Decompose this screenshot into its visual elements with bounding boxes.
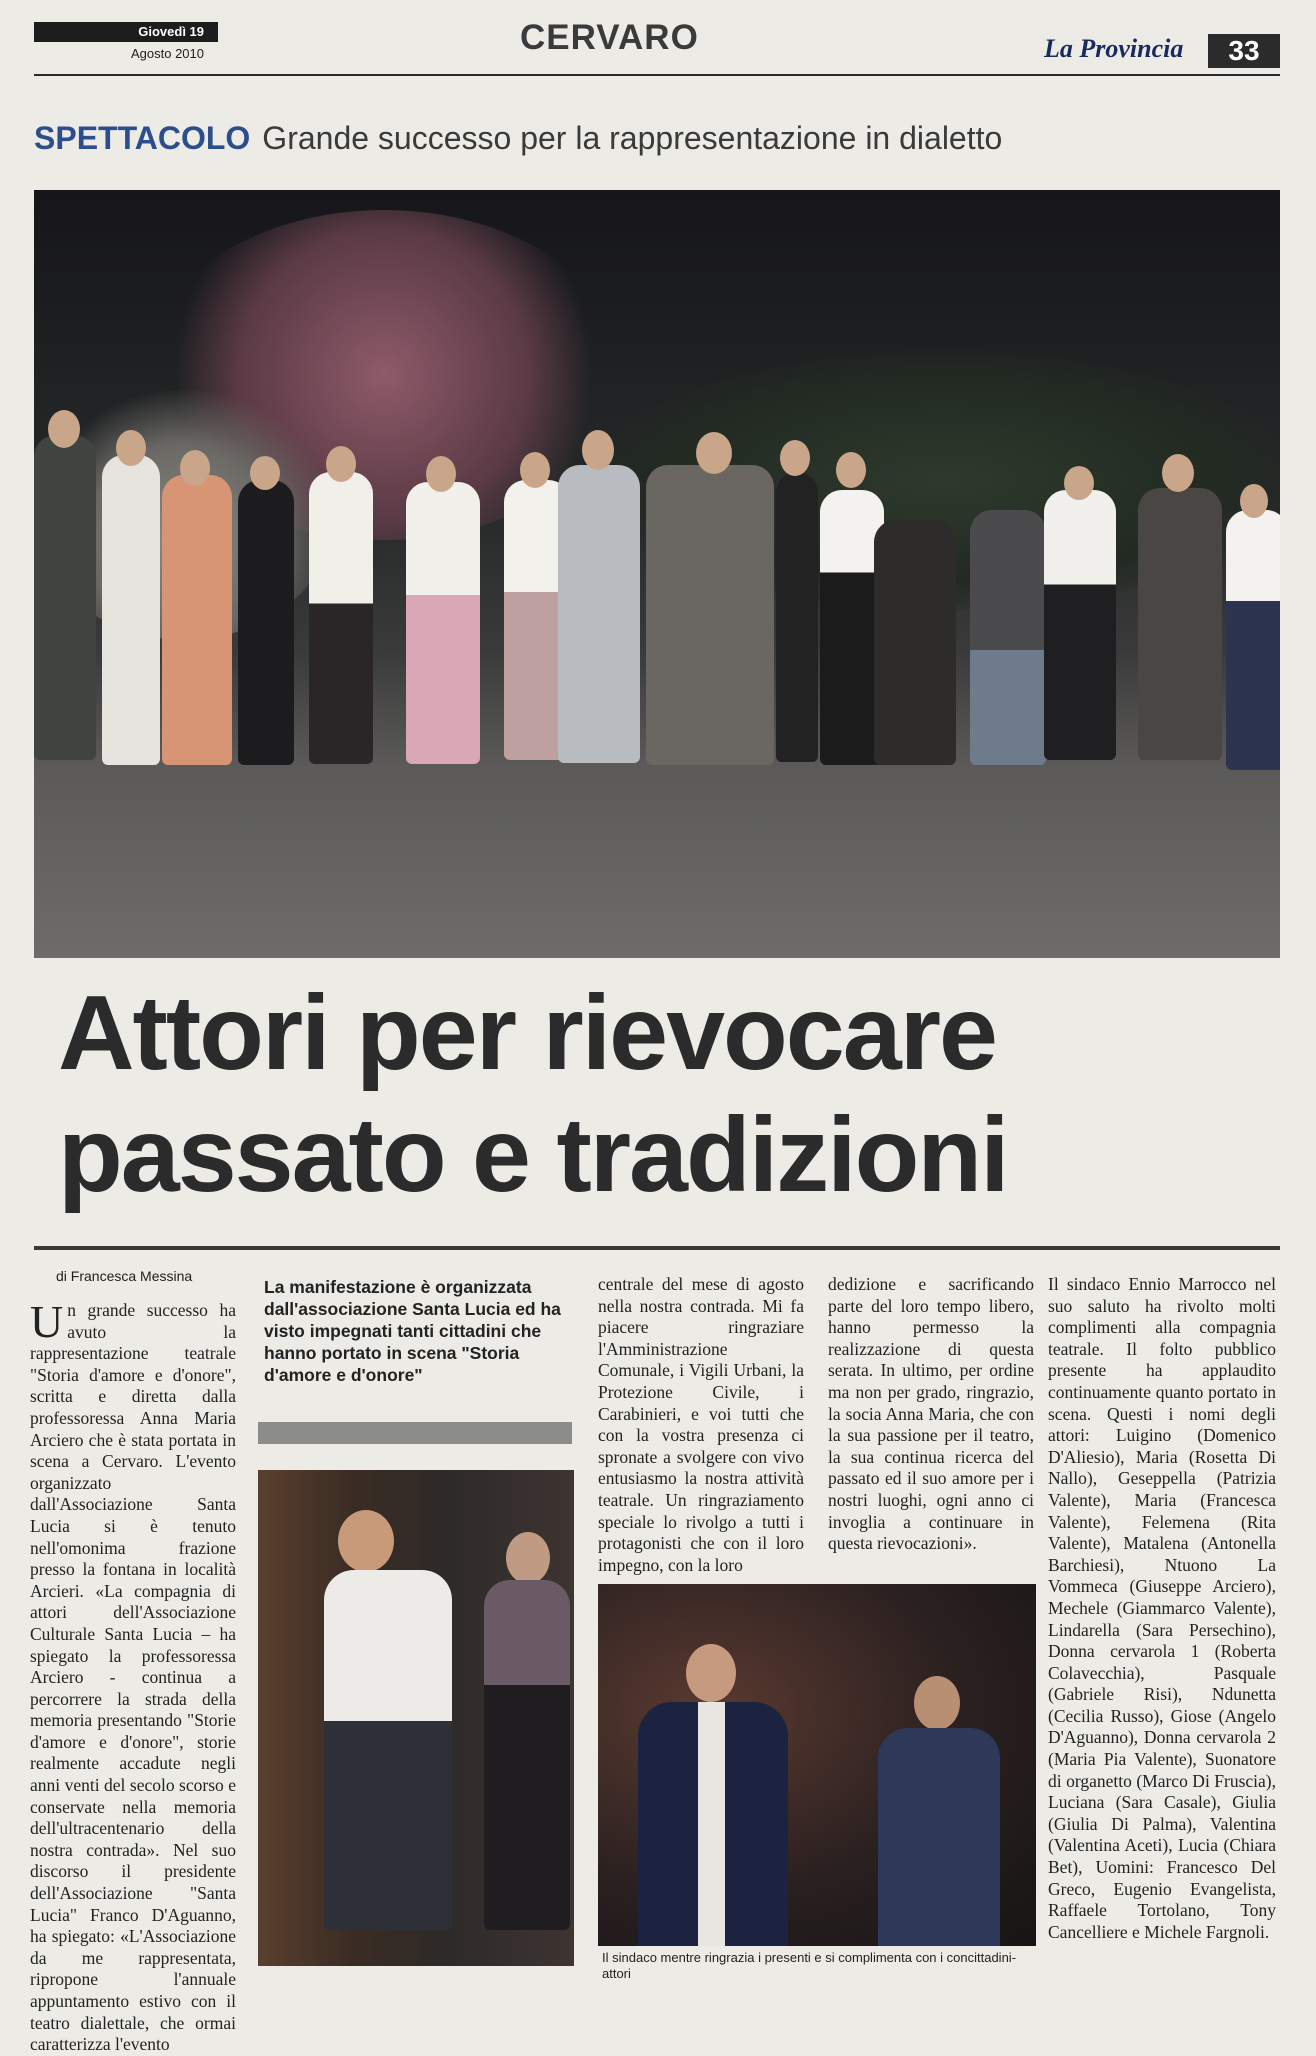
subhead-bar: [258, 1422, 572, 1444]
actor-figure: [558, 465, 640, 763]
article-column-5: Il sindaco Ennio Marrocco nel suo saluto ha rivolto molti complimenti alla compagnia teatrale. Il folto pubblico presente ha applaudito continuamente quanto portato in scena. Questi i nomi degli attori: Luigino (Domenico D'Aliesio), Maria (Rosetta Di Nallo), Geseppella (Patrizia Valente), Maria (Francesca Valente), Felemena (Rita Valente), Matalena (Antonella Barchiesi), Ntuono La Vommeca (Giuseppe Arciero), Mechele (Giammarco Valente), Lindarella (Sara Persechino), Donna cervarola 1 (Roberta Colavecchia), Pasquale (Gabriele Risi), Ndunetta (Cecilia Russo), Giose (Angelo D'Aguanno), Donna cervarola 2 (Maria Pia Valente), Suonatore di organetto (Marco Di Fruscia), Luciana (Sara Casale), Giulia (Giulia Di Palma), Valentina (Valentina Aceti), Lucia (Chiara Bet), Uomini: Francesco Del Greco, Eugenio Evangelista, Raffaele Tortolano, Tony Cancelliere e Michele Fargnoli.: [1048, 1274, 1276, 1942]
actor-figure: [1044, 490, 1116, 760]
main-photo-cast: [34, 190, 1280, 958]
article-column-3: centrale del mese di agosto nella nostra contrada. Mi fa piacere ringraziare l'Amministrazione Comunale, i Vigili Urbani, la Protezione Civile, i Carabinieri, e voi tutti che con la vostra presenza ci spronate a svolgere con vivo entusiasmo la nostra attività teatrale. Un ringraziamento speciale lo rivolgo a tutti i protagonisti che con il loro impegno, con la loro: [598, 1274, 804, 1575]
photo-actors-duo: [258, 1470, 574, 1966]
actor-figure: [162, 475, 232, 765]
article-column-1: [30, 1296, 236, 2056]
page-number: 33: [1208, 34, 1280, 68]
actor-head: [326, 446, 356, 482]
actor-head: [582, 430, 614, 470]
man-head: [338, 1510, 394, 1572]
actor-figure: [646, 465, 774, 765]
actor-head: [1162, 454, 1194, 492]
article-column-1-text: n grande successo ha avuto la rappresentazione teatrale "Storia d'amore e d'onore", scritta e diretta dalla professoressa Anna Maria Arciero che è stata portata in scena a Cervaro. L'evento organizzato dall'Associazione Santa Lucia si è tenuto nell'omonima frazione presso la fontana in località Arcieri. «La compagnia di attori dell'Associazione Culturale Santa Lucia – ha spiegato la professoressa Arciero - continua a percorrere la strada della memoria presentando "Storie d'amore e d'onore", storie realmente accadute negli anni venti del secolo scorso e conservate nella memoria dell'ultracentenario della nostra contrada». Nel suo discorso il presidente dell'Associazione "Santa Lucia" Franco D'Aguanno, ha spiegato: «L'Associazione da me rappresentata, ripropone l'annuale appuntamento estivo con il teatro dialettale, che ormai caratterizza l'evento: [30, 1300, 236, 2055]
photo-mayor-speech: [598, 1584, 1036, 1946]
actor-head: [836, 452, 866, 488]
man-figure: [878, 1728, 1000, 1946]
newspaper-logo: La Provincia: [1044, 34, 1184, 63]
mayor-figure: [638, 1702, 788, 1946]
byline: di Francesca Messina: [56, 1268, 193, 1284]
section-name: CERVARO: [520, 18, 699, 57]
actor-head: [250, 456, 280, 490]
actor-figure: [102, 455, 160, 765]
kicker: [34, 120, 1284, 157]
drop-cap: U: [30, 1296, 64, 1347]
actor-head: [1064, 466, 1094, 500]
subhead: La manifestazione è organizzata dall'associazione Santa Lucia ed ha visto impegnati tanti cittadini che hanno portato in scena "Storia d'amore e d'onore": [264, 1277, 561, 1385]
actor-head: [116, 430, 146, 466]
woman-head: [506, 1532, 550, 1584]
kicker-text: Grande successo per la rappresentazione in dialetto: [262, 120, 1003, 156]
headline-line-2: passato e tradizioni: [58, 1096, 1008, 1214]
actor-head: [780, 440, 810, 476]
actor-figure: [1226, 510, 1280, 770]
actor-figure: [406, 482, 480, 764]
actor-figure: [970, 510, 1046, 765]
actor-figure: [874, 520, 956, 765]
actor-head: [1240, 484, 1268, 518]
woman-figure: [484, 1580, 570, 1930]
date-day: Giovedì 19: [34, 22, 218, 42]
actor-figure: [34, 435, 96, 760]
kicker-label: SPETTACOLO: [34, 120, 251, 156]
man-figure: [324, 1570, 452, 1930]
headline: [58, 972, 1278, 1216]
actor-figure: [238, 480, 294, 765]
headline-rule: [34, 1246, 1280, 1250]
headline-line-1: Attori per rievocare: [58, 974, 996, 1092]
actor-figure: [776, 472, 818, 762]
actor-head: [48, 410, 80, 448]
actor-figure: [309, 472, 373, 764]
actor-head: [520, 452, 550, 488]
actor-head: [426, 456, 456, 492]
actor-head: [696, 432, 732, 474]
actor-figure: [1138, 488, 1222, 760]
date-month-year: Agosto 2010: [130, 46, 204, 61]
photo-caption: Il sindaco mentre ringrazia i presenti e si complimenta con i concittadini-attori: [602, 1950, 1017, 1981]
date-box: [34, 22, 218, 68]
article-column-4: dedizione e sacrificando parte del loro tempo libero, hanno permesso la realizzazione di questa serata. In ultimo, per ordine ma non per grado, ringrazio, la socia Anna Maria, che con la sua passione per il teatro, la sua continua ricerca del passato ed il suo amore per i nostri luoghi, ogni anno ci invoglia a continuare in questa rievocazioni».: [828, 1274, 1034, 1554]
header-rule: [34, 74, 1280, 76]
man-head: [914, 1676, 960, 1730]
mayor-head: [686, 1644, 736, 1702]
actor-head: [180, 450, 210, 486]
